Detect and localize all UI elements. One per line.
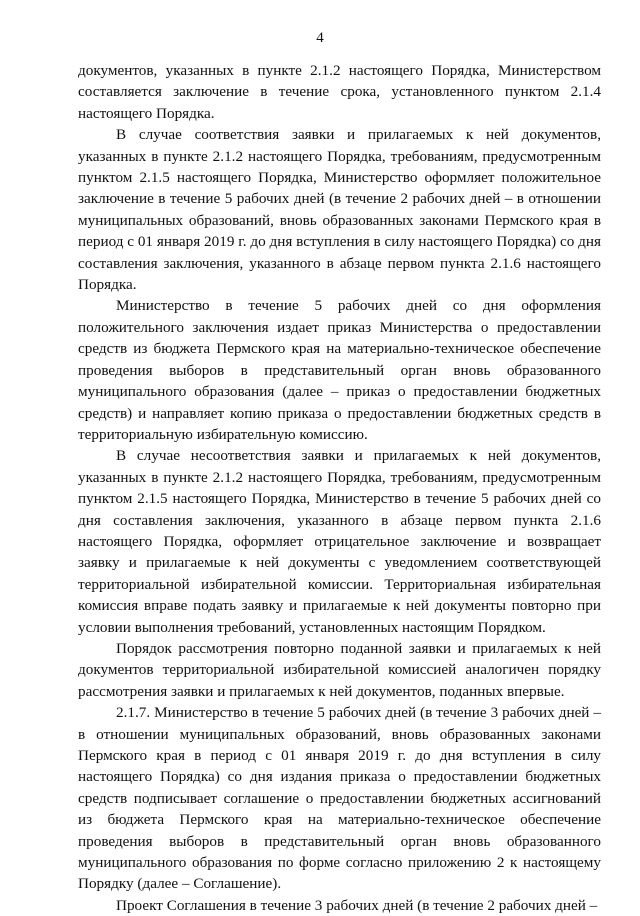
page-number: 4 (316, 30, 324, 46)
paragraph-section-2-1-7: 2.1.7. Министерство в течение 5 рабочих дней (в течение 3 рабочих дней – в отношении муниципальных образований, вновь образованных законами Пермского края в период с 01 января 2019 г. до дня вступления в силу настоящего Порядка) со дня издания приказа о предоставлении бюджетных средств подписывает соглашение о предоставлении бюджетных ассигнований из бюджета Пермского края на материально-техническое обеспечение проведения выборов в представительный орган вновь образованного муниципального образования по форме согласно приложению 2 к настоящему Порядку (далее – Соглашение). (78, 704, 601, 893)
paragraph-ministry-order: Министерство в течение 5 рабочих дней со дня оформления положительного заключения издает приказ Министерства о предоставлении средств из бюджета Пермского края на материально-техническое обеспечение проведения выборов в представительный орган вновь образованного муниципального образования (далее – приказ о предоставлении бюджетных средств) и направляет копию приказа о предоставлении бюджетных средств в территориальную избирательную комиссию. (78, 297, 601, 443)
paragraph-continuation: документов, указанных в пункте 2.1.2 настоящего Порядка, Министерством составляется заключение в течение срока, установленного пунктом 2.1.4 настоящего Порядка. (78, 62, 601, 122)
paragraph-negative-conclusion: В случае несоответствия заявки и прилагаемых к ней документов, указанных в пункте 2.1.2 настоящего Порядка, требованиям, предусмотренным пунктом 2.1.5 настоящего Порядка, Министерство в течение 5 рабочих дней со дня составления заключения, указанного в абзаце первом пункта 2.1.6 настоящего Порядка, оформляет отрицательное заключение и возвращает заявку и прилагаемые к ней документы с уведомлением соответствующей территориальной избирательной комиссии. Территориальная избирательная комиссия вправе подать заявку и прилагаемые к ней документы повторно при условии выполнения требований, установленных настоящим Порядком. (78, 447, 601, 636)
paragraph-repeat-review: Порядок рассмотрения повторно поданной заявки и прилагаемых к ней документов территориальной избирательной комиссией аналогичен порядку рассмотрения заявки и прилагаемых к ней документов, поданных впервые. (78, 639, 601, 700)
document-body (78, 60, 601, 916)
paragraph-positive-conclusion: В случае соответствия заявки и прилагаемых к ней документов, указанных в пункте 2.1.2 настоящего Порядка, требованиям, предусмотренным пунктом 2.1.5 настоящего Порядка, Министерство оформляет положительное заключение в течение 5 рабочих дней (в течение 2 рабочих дней – в отношении муниципальных образований, вновь образованных законами Пермского края в период с 01 января 2019 г. до дня вступления в силу настоящего Порядка) со дня составления заключения, указанного в абзаце первом пункта 2.1.6 настоящего Порядка. (78, 126, 601, 294)
paragraph-agreement-draft: Проект Соглашения в течение 3 рабочих дней (в течение 2 рабочих дней – (116, 896, 598, 914)
